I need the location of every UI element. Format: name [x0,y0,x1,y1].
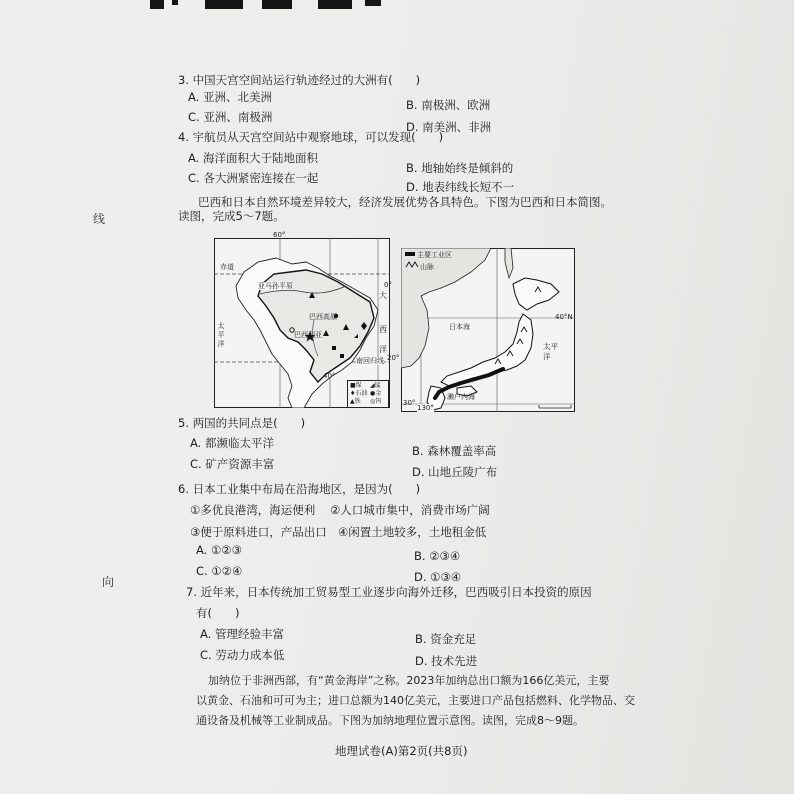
ghana-intro-line3: 通设备及机械等工业制成品。下图为加纳地理位置示意图。读图，完成8～9题。 [196,714,584,727]
scan-mark [318,0,352,9]
legend-label: 石油 [355,390,368,397]
legend-coal [350,382,362,389]
q6-option-b: B. ②③④ [414,549,461,563]
q6-statement-4: ④闲置土地较多，土地租金低 [338,525,487,539]
legend-label: 钨 [375,398,382,405]
brazil-label-atlantic-3: 洋 [379,345,387,354]
brazil-label-atlantic-1: 大 [379,291,387,300]
legend-label: 锰 [374,382,381,389]
legend-label: 煤 [355,382,362,389]
q6-option-c: C. ①②④ [196,564,243,578]
legend-symbol: ♦ [350,390,356,397]
q7-option-c: C. 劳动力成本低 [200,648,285,662]
scan-mark [365,0,381,6]
q7-stem-line1: 7. 近年来，日本传统加工贸易型工业逐步向海外迁移，巴西吸引日本投资的原因 [186,585,592,599]
brazil-label-lat0: 0° [384,281,392,289]
q7-option-d: D. 技术先进 [415,654,478,668]
legend-gold [370,390,381,397]
japan-label-pacific: 太平洋 [543,342,558,361]
sakhalin [505,248,513,278]
q4-option-b: B. 地轴始终是倾斜的 [406,161,514,175]
margin-mark-bottom: 向 [102,575,115,589]
legend-symbol: ● [370,390,376,397]
q3-stem: 3. 中国天宫空间站运行轨迹经过的大洲有( ) [178,73,421,87]
japan-label-mountains: 山脉 [420,263,434,271]
legend-industry-mark [405,252,415,256]
scan-mark [150,0,164,9]
q3-option-c: C. 亚洲、南极洲 [188,110,273,124]
q5-option-b: B. 森林覆盖率高 [412,444,497,458]
hokkaido [513,278,559,310]
q7-option-a: A. 管理经验丰富 [200,627,284,641]
legend-tungsten [370,398,381,405]
q5-option-d: D. 山地丘陵广布 [412,465,498,479]
q5-option-c: C. 矿产资源丰富 [190,457,275,471]
brazil-label-atlantic-2: 西 [379,325,387,334]
legend-symbol: ◎ [370,398,376,405]
q3-option-b: B. 南极洲、欧洲 [406,98,491,112]
q4-stem: 4. 宇航员从天宫空间站中观察地球，可以发现( ) [178,130,444,144]
q6-statement-2: ②人口城市集中，消费市场广阔 [330,503,490,517]
q3-option-d: D. 南美洲、非洲 [406,120,492,134]
legend-iron [350,398,361,405]
brazil-label-capital: 巴西利亚 [294,331,322,339]
legend-label: 金 [375,390,382,397]
q6-statement-3: ③便于原料进口，产品出口 [190,525,327,539]
brazil-legend [347,380,389,408]
scan-mark [172,0,178,5]
japan-label-lon130: 130° [417,404,434,412]
brazil-label-lon40: 40° [323,372,336,380]
ghana-intro-line1: 加纳位于非洲西部，有“黄金海岸”之称。2023年加纳总出口额为166亿美元，主要 [208,674,610,687]
legend-symbol: ▲ [350,398,355,405]
q7-option-b: B. 资金充足 [415,632,477,646]
q7-stem-line2: 有( ) [196,606,240,620]
brazil-label-plain: 亚马孙平原 [258,282,293,290]
scan-mark [205,0,243,9]
margin-mark-top: 线 [93,212,106,226]
q6-stem: 6. 日本工业集中布局在沿海地区，是因为( ) [178,482,421,496]
q6-statement-1: ①多优良港湾，海运便利 [190,503,316,517]
q6-option-d: D. ①③④ [414,570,462,584]
brazil-label-equator: 赤道 [220,263,234,271]
brazil-label-lon60: 60° [273,231,286,239]
intro-5-7-line1: 巴西和日本自然环境差异较大，经济发展优势各具特色。下图为巴西和日本简图。 [198,195,612,209]
asia-mainland [401,248,491,368]
scan-mark [262,0,292,9]
japan-label-lat40n: 40°N [555,313,573,321]
q5-option-a: A. 都濒临太平洋 [190,436,274,450]
japan-label-industry: 主要工业区 [417,251,452,259]
q4-option-d: D. 地表纬线长短不一 [406,180,515,194]
japan-label-lat30: 30° [403,399,416,407]
brazil-label-tropic: 南回归线 [356,357,384,365]
japan-label-sea-of-japan: 日本海 [449,323,470,331]
legend-manganese [370,382,381,389]
q3-option-a: A. 亚洲、北美洲 [188,90,272,104]
legend-symbol: ◢ [370,382,375,389]
q4-option-c: C. 各大洲紧密连接在一起 [188,171,319,185]
intro-5-7-line2: 读图，完成5～7题。 [178,209,285,223]
coal-mark [340,354,344,358]
legend-symbol: ■ [350,382,356,389]
legend-oil [350,390,367,397]
q4-option-a: A. 海洋面积大于陆地面积 [188,151,318,165]
legend-label: 铁 [354,398,361,405]
brazil-label-pacific: 太平洋 [217,322,225,349]
brazil-label-lat20: 20° [387,354,400,362]
q6-option-a: A. ①②③ [196,543,242,557]
coal-mark [332,346,336,350]
brazil-label-plateau: 巴西高原 [309,313,337,321]
q5-stem: 5. 两国的共同点是( ) [178,416,306,430]
page-footer: 地理试卷(A)第2页(共8页) [335,744,468,758]
japan-label-inland-sea: 濑户内海 [447,393,475,401]
japan-map [401,248,575,412]
ghana-intro-line2: 以黄金、石油和可可为主；进口总额为140亿美元，主要进口产品包括燃料、化学物品、交 [196,694,635,707]
